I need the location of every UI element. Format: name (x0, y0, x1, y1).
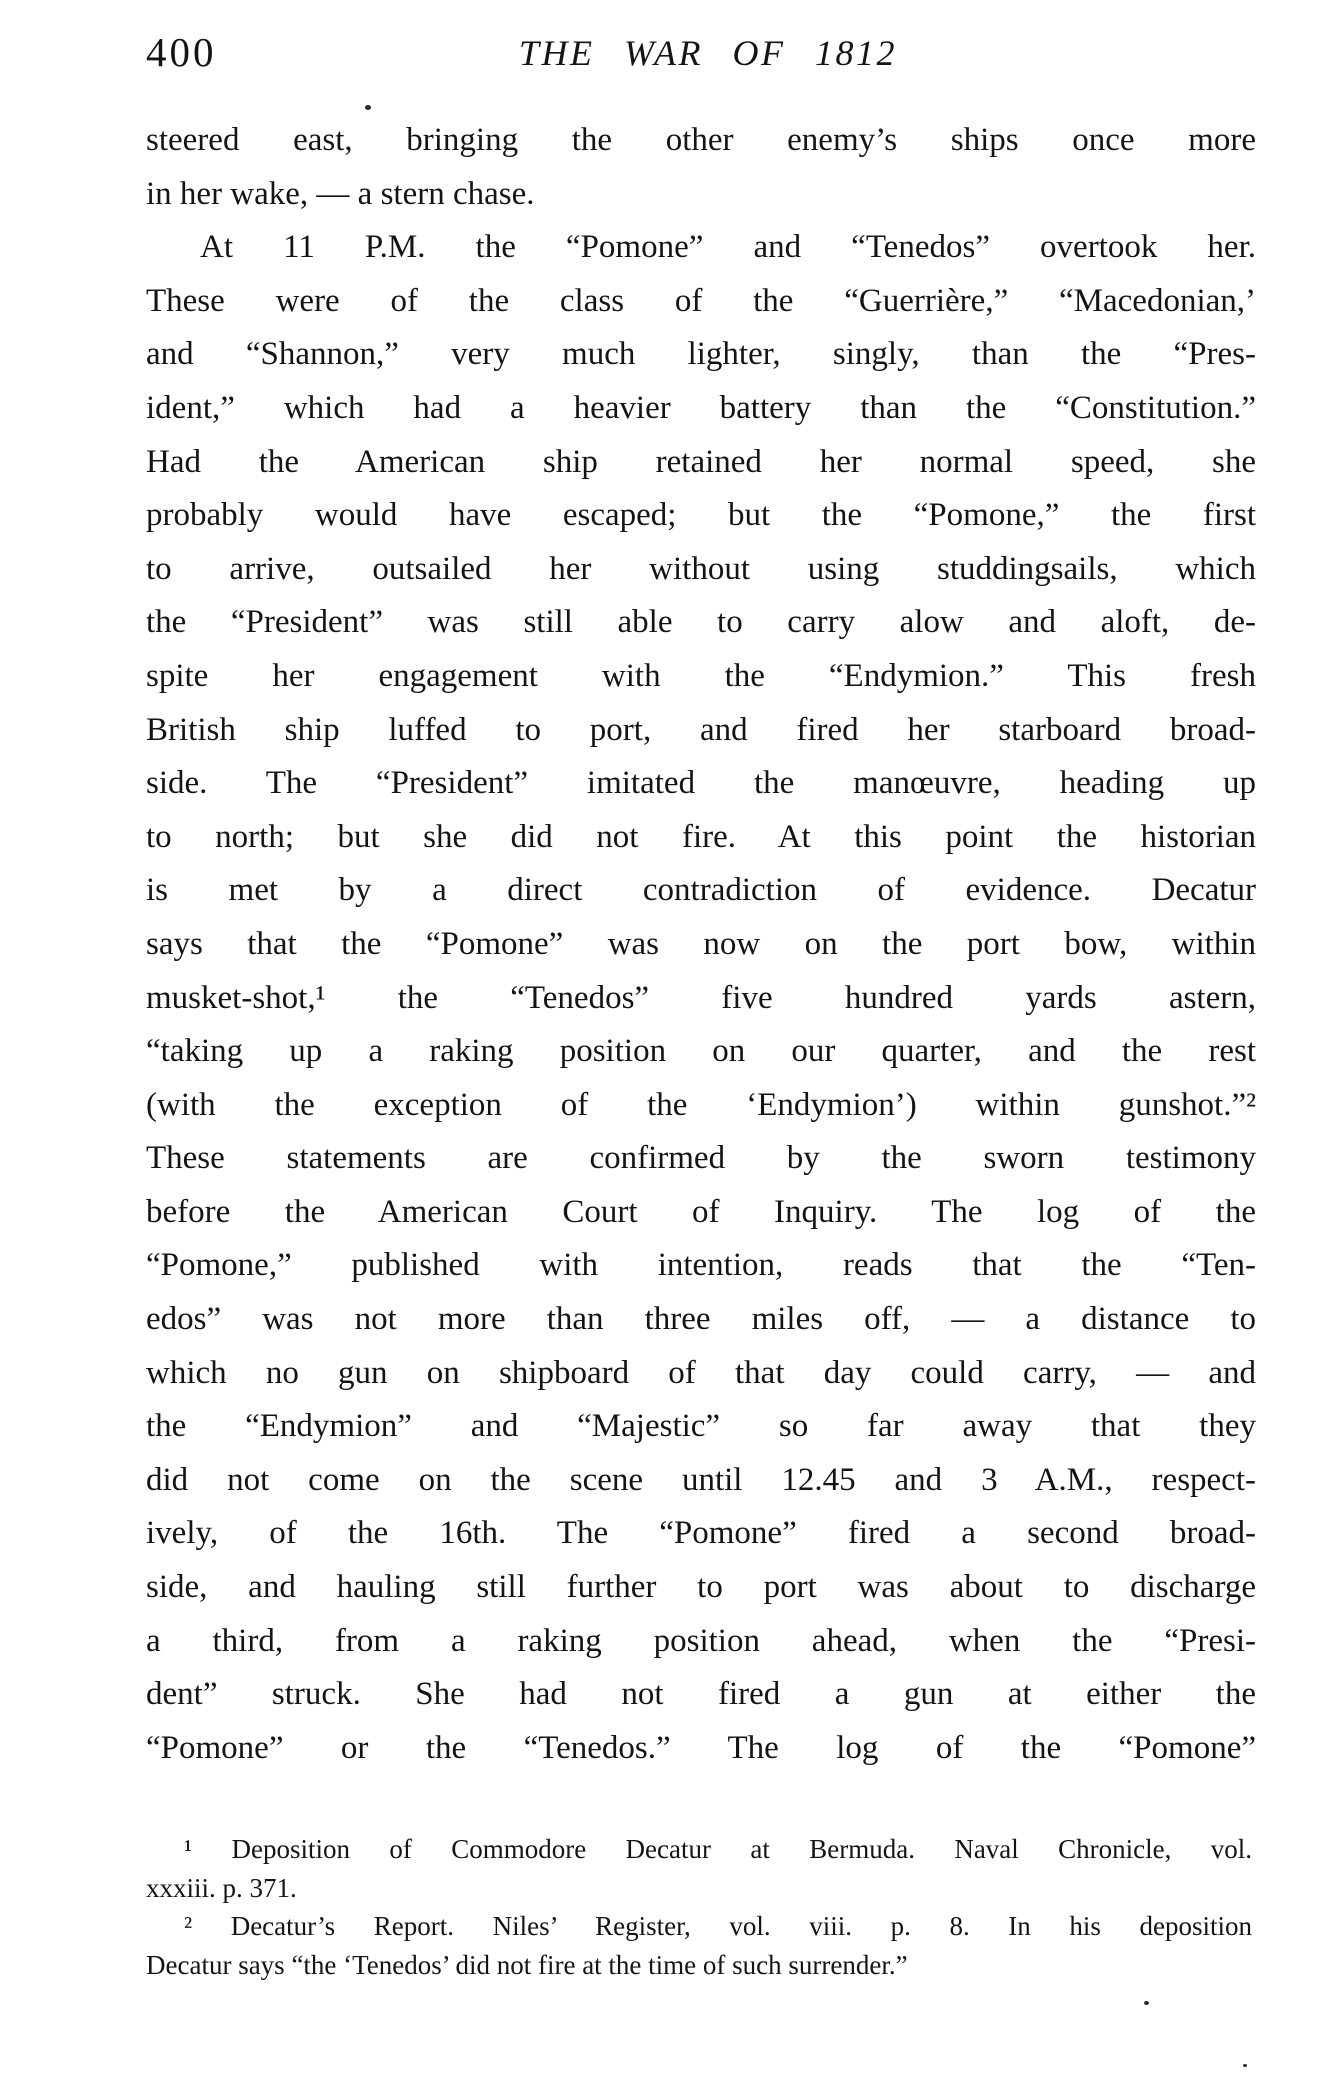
body-text-line: before the American Court of Inquiry. The log of the (146, 1193, 1256, 1230)
body-text-line: ively, of the 16th. The “Pomone” fired a second broad- (146, 1515, 1256, 1552)
body-text-line: a third, from a raking position ahead, when the “Presi- (146, 1622, 1256, 1659)
page-number: 400 (146, 29, 217, 75)
body-text-line: These were of the class of the “Guerrière,” “Macedonian,’ (146, 282, 1256, 319)
body-text-line: Had the American ship retained her normal speed, she (146, 443, 1256, 480)
body-text-line: dent” struck. She had not fired a gun at either the (146, 1676, 1256, 1713)
body-text-line: “Pomone,” published with intention, reads that the “Ten- (146, 1247, 1256, 1284)
footnote-line: ² Decatur’s Report. Niles’ Register, vol. viii. p. 8. In his deposition (184, 1911, 1252, 1941)
ink-speck (1243, 2064, 1247, 2067)
footnote-line: Decatur says “the ‘Tenedos’ did not fire at the time of such surrender.” (146, 1949, 908, 1980)
body-text-line: is met by a direct contradiction of evidence. Decatur (146, 872, 1256, 909)
body-text-line: ident,” which had a heavier battery than the “Constitution.” (146, 389, 1256, 426)
body-text-line: steered east, bringing the other enemy’s ships once more (146, 122, 1256, 158)
running-title: THE WAR OF 1812 (519, 33, 897, 73)
ink-speck (365, 105, 371, 110)
body-text-line: “Pomone” or the “Tenedos.” The log of the “Pomone” (146, 1729, 1256, 1766)
body-text-line: which no gun on shipboard of that day could carry, — and (146, 1354, 1256, 1391)
body-text-line: spite her engagement with the “Endymion.” This fresh (146, 657, 1256, 694)
body-text-line: says that the “Pomone” was now on the port bow, within (146, 925, 1256, 962)
body-text-line: At 11 P.M. the “Pomone” and “Tenedos” overtook her. (200, 229, 1256, 266)
footnotes (146, 1830, 1252, 1984)
body-text-line: side, and hauling still further to port was about to discharge (146, 1569, 1256, 1606)
body-text (146, 114, 1256, 1775)
body-text-line: the “Endymion” and “Majestic” so far away that they (146, 1408, 1256, 1445)
body-text-line: musket-shot,¹ the “Tenedos” five hundred yards astern, (146, 979, 1256, 1016)
body-text-line: (with the exception of the ‘Endymion’) within gunshot.”² (146, 1086, 1256, 1123)
footnote-line: ¹ Deposition of Commodore Decatur at Bermuda. Naval Chronicle, vol. (184, 1834, 1252, 1864)
footnote-line: xxxiii. p. 371. (146, 1872, 297, 1903)
body-text-line: to arrive, outsailed her without using studdingsails, which (146, 550, 1256, 587)
body-text-line: British ship luffed to port, and fired her starboard broad- (146, 711, 1256, 748)
body-text-line: “taking up a raking position on our quarter, and the rest (146, 1033, 1256, 1070)
body-text-line: in her wake, — a stern chase. (146, 175, 535, 212)
body-text-line: probably would have escaped; but the “Pomone,” the first (146, 497, 1256, 534)
body-text-line: to north; but she did not fire. At this point the historian (146, 818, 1256, 855)
body-text-line: edos” was not more than three miles off, — a distance to (146, 1301, 1256, 1338)
ink-speck (1144, 2001, 1149, 2005)
body-text-line: side. The “President” imitated the manœuvre, heading up (146, 765, 1256, 802)
body-text-line: the “President” was still able to carry alow and aloft, de- (146, 604, 1256, 641)
body-text-line: and “Shannon,” very much lighter, singly, than the “Pres- (146, 336, 1256, 373)
body-text-line: did not come on the scene until 12.45 and 3 A.M., respect- (146, 1461, 1256, 1498)
body-text-line: These statements are confirmed by the sworn testimony (146, 1140, 1256, 1177)
